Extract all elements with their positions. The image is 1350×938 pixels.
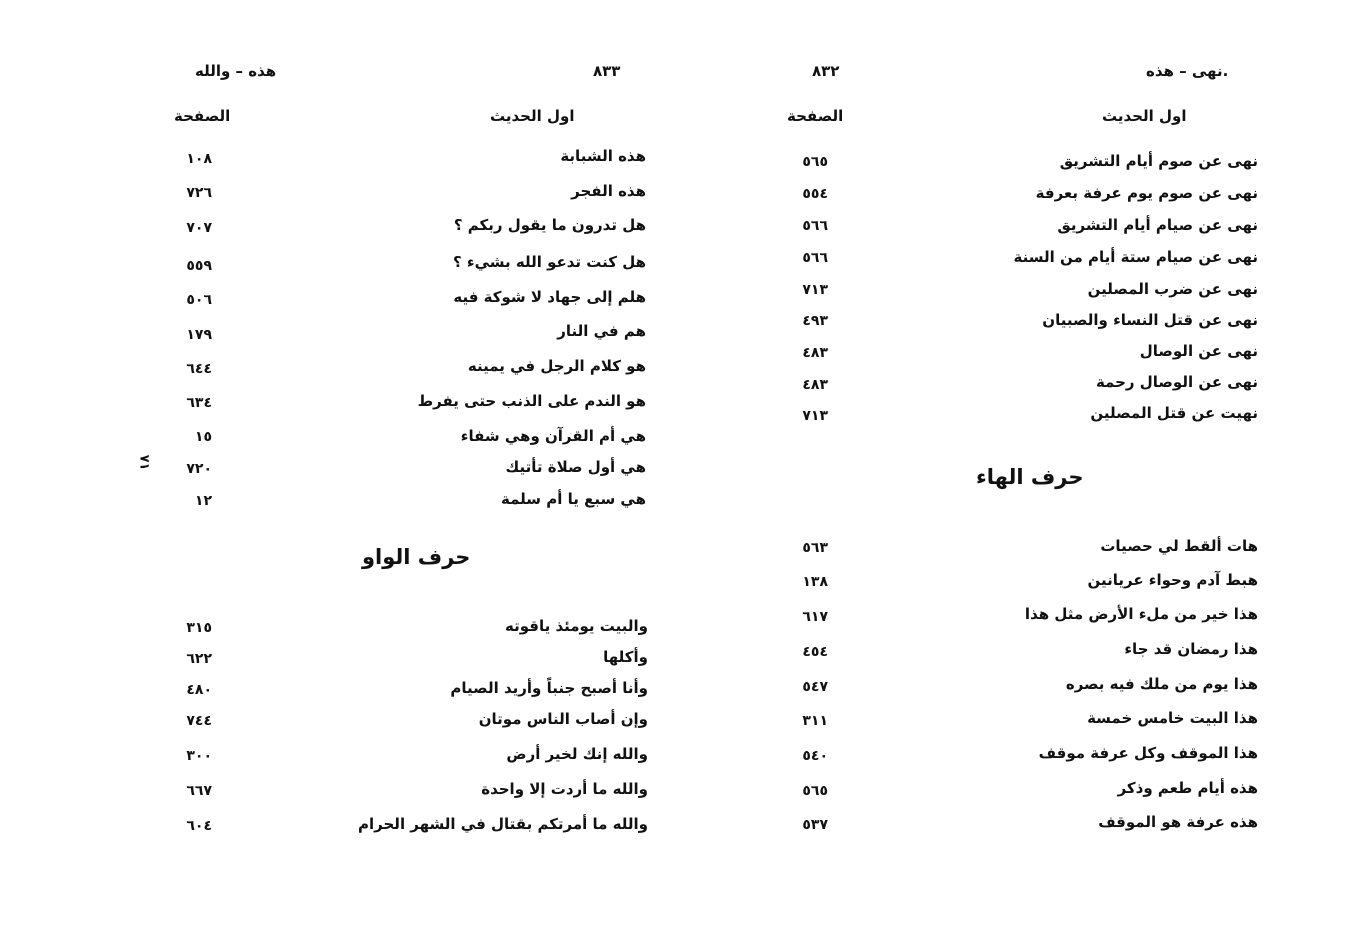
left-col-page: الصفحة (174, 107, 231, 125)
page-ref: ١٥ (194, 429, 212, 445)
list-item: هذا رمضان قد جاء (1124, 640, 1258, 658)
list-item: والبيت يومئذ ياقوته (505, 617, 648, 635)
list-item: نهى عن ضرب المصلين (1087, 280, 1258, 298)
page-ref: ٧٤٤ (186, 713, 212, 729)
list-item: وإن أصاب الناس موتان (478, 710, 648, 728)
list-item: والله ما أمرتكم بقتال في الشهر الحرام (358, 815, 648, 833)
list-item: نهى عن صيام أيام التشريق (1057, 216, 1258, 234)
page-ref: ٣١١ (802, 713, 828, 729)
list-item: هذه عرفة هو الموقف (1098, 813, 1258, 831)
page-ref: ١٣٨ (802, 574, 828, 590)
list-item: هات ألقط لي حصيات (1100, 537, 1258, 555)
list-item: هذا الموقف وكل عرفة موقف (1038, 744, 1258, 762)
page-ref: ٥٥٤ (802, 186, 828, 202)
list-item: هو كلام الرجل في يمينه (467, 357, 646, 375)
page-ref: ٦٦٧ (186, 783, 212, 799)
list-item: والله ما أردت إلا واحدة (481, 780, 648, 798)
list-item: هذه أيام طعم وذكر (1117, 779, 1258, 797)
page-ref: ٥٠٦ (186, 292, 212, 308)
section-title: حرف الهاء (976, 465, 1084, 489)
page-ref: ٥٥٩ (186, 258, 212, 274)
list-item: وأنا أصبح جنباً وأريد الصيام (450, 679, 648, 697)
list-item: هذا البيت خامس خمسة (1087, 709, 1258, 727)
list-item: نهى عن صوم أيام التشريق (1059, 152, 1258, 170)
list-item: نهى عن قتل النساء والصبيان (1042, 311, 1258, 329)
list-item: هو الندم على الذنب حتى يفرط (417, 392, 646, 410)
list-item: نهيت عن قتل المصلين (1090, 404, 1258, 422)
list-item: هل كنت تدعو الله بشيء ؟ (452, 253, 646, 271)
page-ref: ٦٣٤ (186, 395, 212, 411)
right-col-page: الصفحة (787, 107, 844, 125)
list-item: هي أم القرآن وهي شفاء (460, 427, 646, 445)
right-page-number: ٨٣٢ (812, 62, 840, 80)
list-item: وأكلها (603, 648, 648, 666)
right-running-head: نهى – هذه. (1146, 62, 1229, 80)
list-item: هذا يوم من ملك فيه بصره (1065, 675, 1258, 693)
list-item: هم في النار (557, 322, 646, 340)
page-ref: ٥٤٠ (802, 748, 828, 764)
page-ref: ٥٤٧ (802, 679, 828, 695)
page-ref: ١٠٨ (186, 151, 212, 167)
list-item: هذه الشبابة (560, 147, 646, 165)
page-ref: ٤٨٣ (802, 377, 828, 393)
page-ref: ٤٥٤ (802, 644, 828, 660)
list-item: هبط آدم وحواء عريانين (1087, 571, 1258, 589)
page-ref: ٦١٧ (802, 609, 828, 625)
list-item: هلم إلى جهاد لا شوكة فيه (453, 288, 646, 306)
page-ref: ٧٢٠ (186, 461, 212, 477)
page-ref: ١٧٩ (186, 327, 212, 343)
page-ref: ٧٠٧ (186, 220, 212, 236)
page-ref: ٣٠٠ (186, 748, 212, 764)
page-ref: ٦٤٤ (186, 361, 212, 377)
page-ref: ٧١٣ (802, 282, 828, 298)
page-ref: ٥٦٦ (802, 250, 828, 266)
list-item: والله إنك لخير أرض (506, 745, 648, 763)
list-item: هذه الفجر (571, 182, 646, 200)
list-item: نهى عن الوصال رحمة (1095, 373, 1258, 391)
right-col-title: اول الحديث (1102, 107, 1187, 125)
page-ref: ٦٢٢ (186, 651, 212, 667)
page-ref: ٥٦٥ (802, 154, 828, 170)
page-ref: ٤٨٣ (802, 345, 828, 361)
left-running-head: هذه – والله (195, 62, 277, 80)
list-item: نهى عن الوصال (1139, 342, 1258, 360)
page-ref: ٤٩٣ (802, 313, 828, 329)
gutter-mark: ٧١ (136, 454, 152, 471)
page-ref: ٥٦٣ (802, 540, 828, 556)
page-ref: ٤٨٠ (186, 682, 212, 698)
list-item: هي أول صلاة تأتيك (505, 458, 646, 476)
page-ref: ٧١٣ (802, 408, 828, 424)
left-col-title: اول الحديث (490, 107, 575, 125)
list-item: هذا خير من ملء الأرض مثل هذا (1024, 605, 1258, 623)
page-ref: ١٢ (194, 493, 212, 509)
page-ref: ٥٦٥ (802, 783, 828, 799)
list-item: هي سبع يا أم سلمة (500, 490, 646, 508)
page-ref: ٥٦٦ (802, 218, 828, 234)
page-ref: ٦٠٤ (186, 818, 212, 834)
section-title: حرف الواو (362, 545, 471, 569)
page-ref: ٧٢٦ (186, 185, 212, 201)
list-item: نهى عن صيام ستة أيام من السنة (1013, 248, 1258, 266)
left-page-number: ٨٣٣ (593, 62, 621, 80)
list-item: نهى عن صوم يوم عرفة بعرفة (1035, 184, 1258, 202)
page-ref: ٥٣٧ (802, 817, 828, 833)
page-ref: ٣١٥ (186, 620, 212, 636)
list-item: هل تدرون ما يقول ربكم ؟ (453, 216, 646, 234)
